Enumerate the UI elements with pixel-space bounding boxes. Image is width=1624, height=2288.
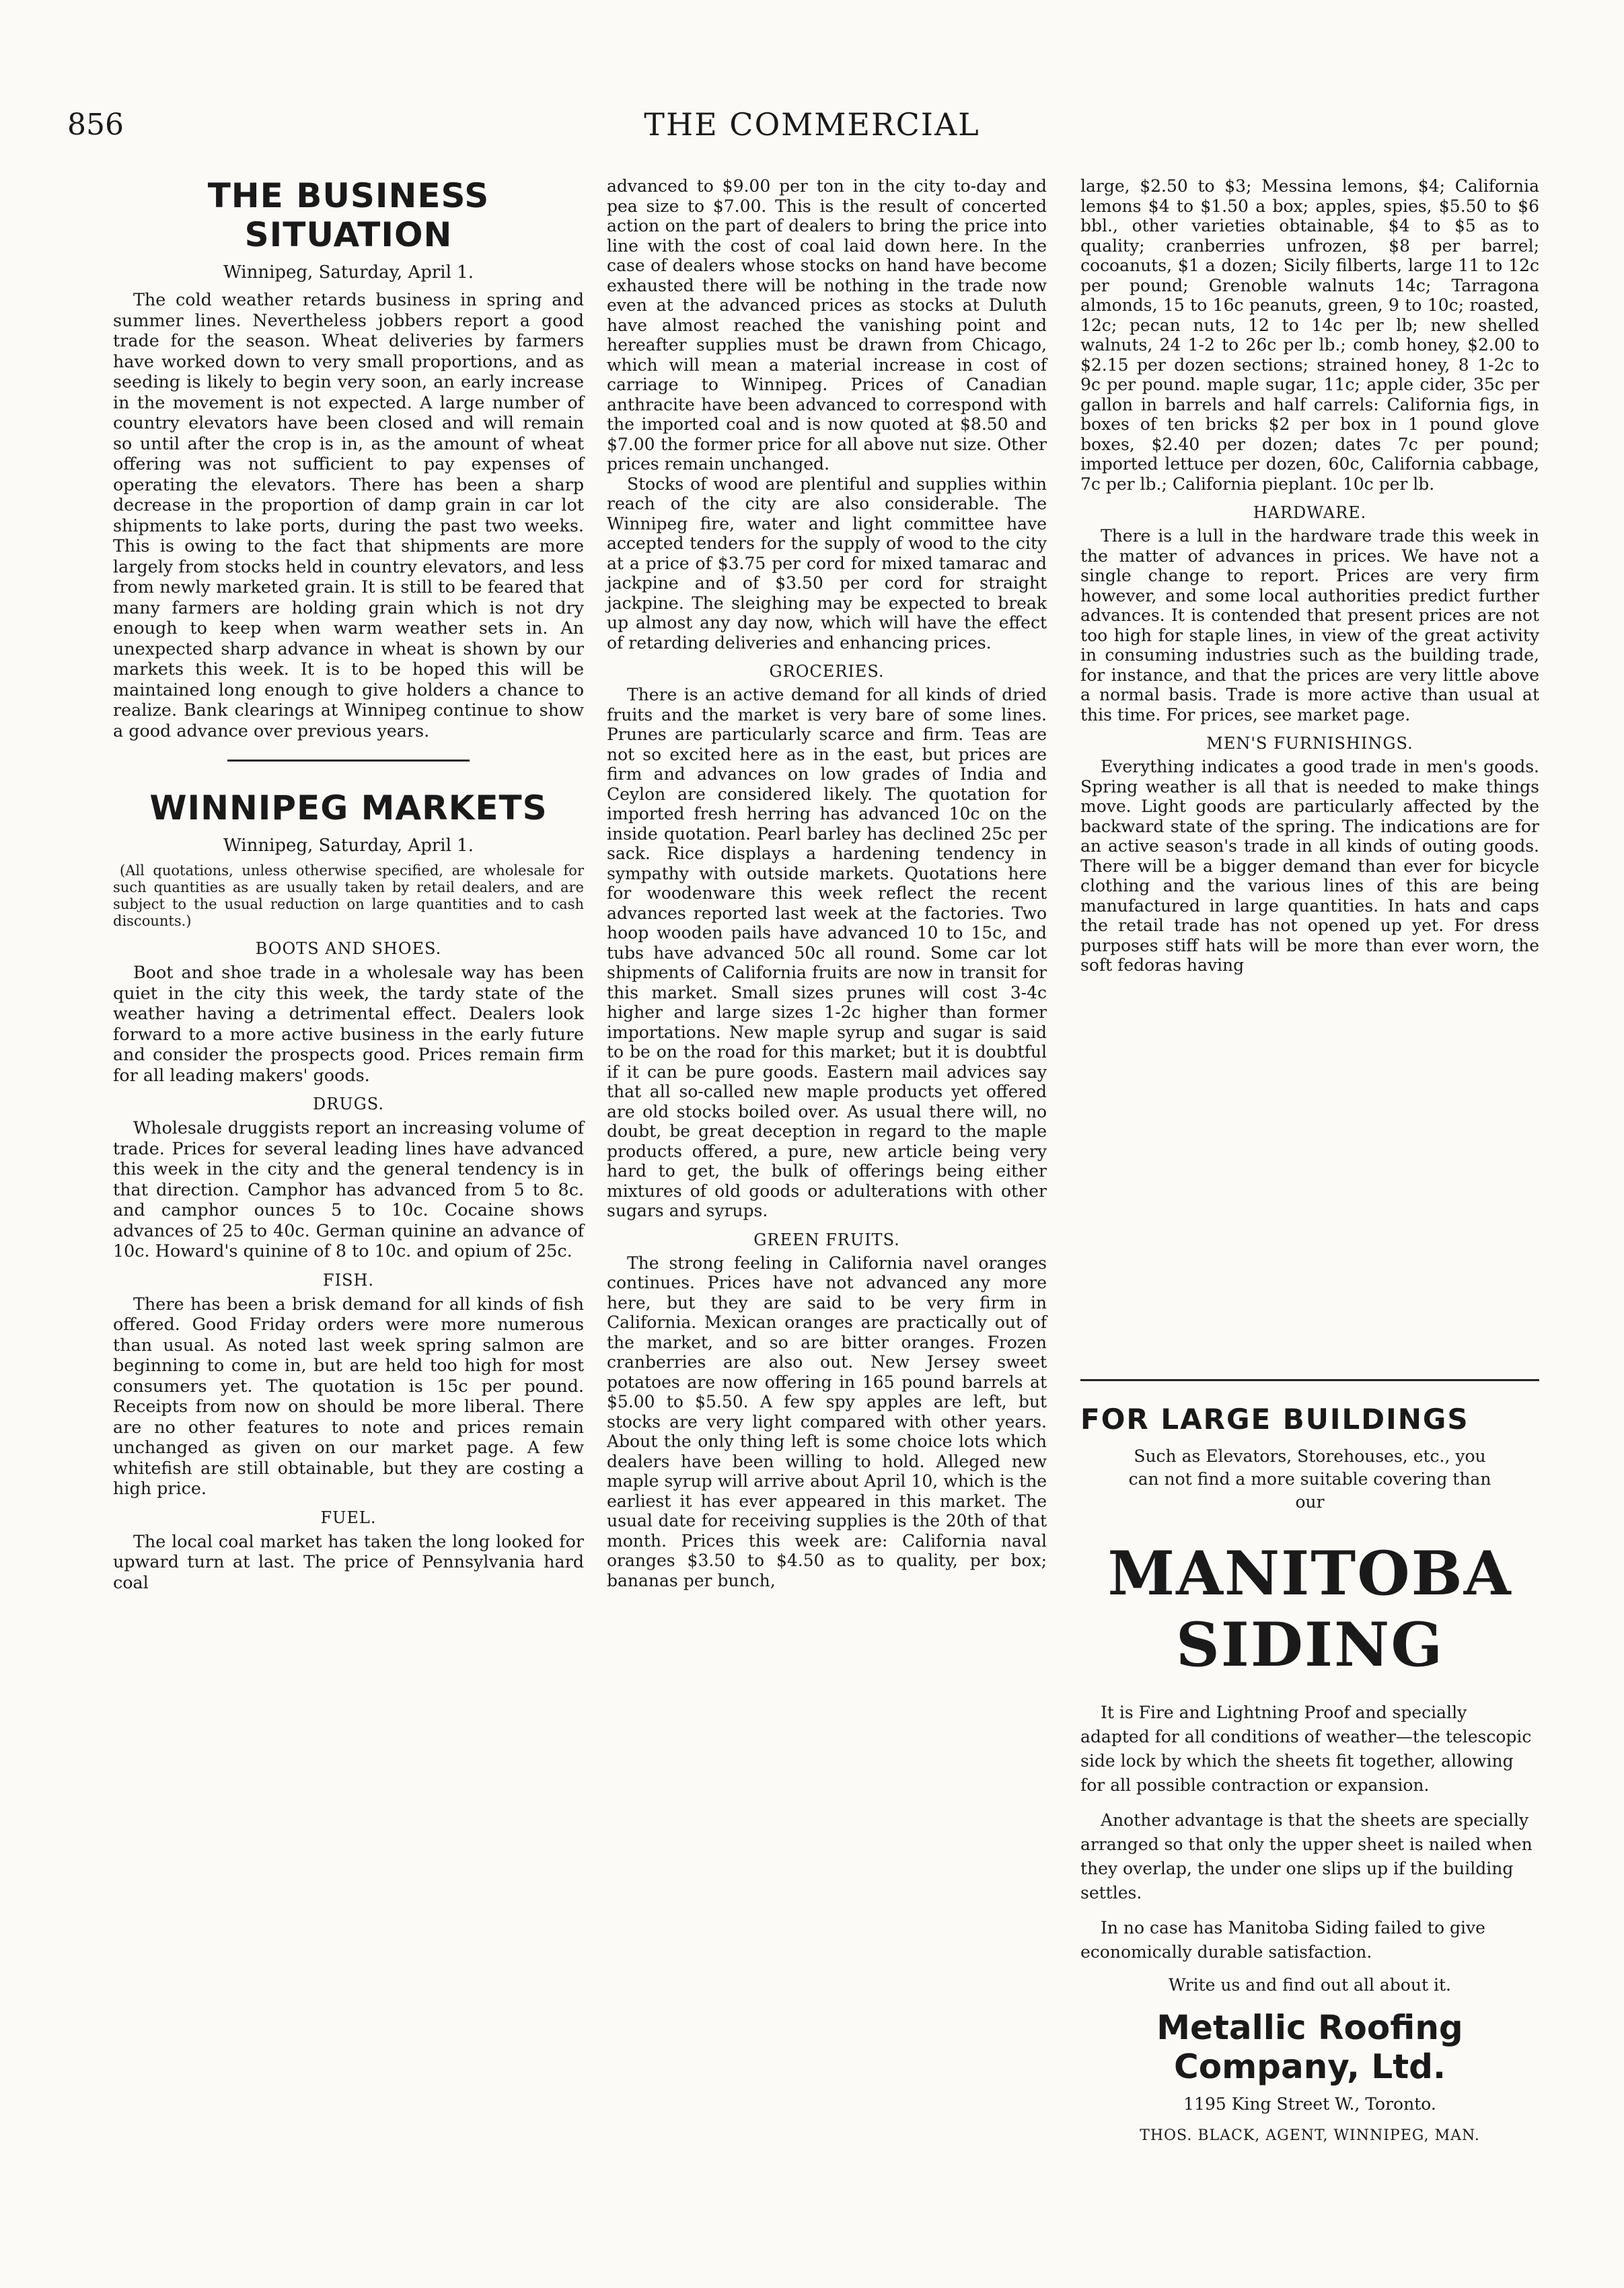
boots-shoes-heading: BOOTS AND SHOES. — [255, 939, 442, 958]
page-number: 856 — [67, 108, 124, 142]
green-fruits-continued: large, $2.50 to $3; Messina lemons, $4; California lemons $4 to $1.50 a box; apples, spies, $5.50 to $6 bbl., other varieties obtainable, $4 to $5 as to quality; cranberries unfrozen, $8 per barrel; cocoanuts, $1 a dozen; Sicily filberts, large 11 to 12c per pound; Grenoble walnuts 14c; Tarragona almonds, 15 to 16c peanuts, green, 9 to 10c; roasted, 12c; pecan nuts, 12 to 14c per lb; new shelled walnuts, 24 1-2 to 26c per lb.; comb honey, $2.00 to $2.15 per dozen sections; strained honey, 8 1-2c to 9c per pound. maple sugar, 11c; apple cider, 35c per gallon in barrels and half carrels: California figs, in boxes of ten bricks $2 per box in 1 pound glove boxes, $2.40 per dozen; dates 7c per pound; imported lettuce per dozen, 60c, California cabbage, 7c per lb.; California pieplant. 10c per lb. — [1080, 176, 1539, 494]
fuel-continued: advanced to $9.00 per ton in the city to-day and pea size to $7.00. This is the result of concerted action on the part of dealers to bring the price into line with the cost of coal laid down here. In the case of dealers whose stocks on hand have become exhausted there will be nothing in the trade now even at the advanced prices as stocks at Duluth have almost reached the vanishing point and hereafter supplies must be drawn from Chicago, which will mean a material increase in cost of carriage to Winnipeg. Prices of Canadian anthracite have been advanced to correspond with the imported coal and is now quoted at $8.50 and $7.00 the former price for all above nut size. Other prices remain unchanged. — [607, 176, 1047, 474]
ad-address: 1195 King Street W., Toronto. — [1183, 2094, 1436, 2114]
boots-shoes-body: Boot and shoe trade in a wholesale way has been quiet in the city this week, the tardy state of the weather having a detrimental effect. Dealers look forward to a more active business in the early future and consider the prospects good. Prices remain firm for all leading makers' goods. — [113, 962, 584, 1085]
manitoba-siding-advertisement — [1080, 1403, 1539, 2144]
groceries-body: There is an active demand for all kinds of dried fruits and the market is very bare of some lines. Prunes are particularly scarce and firm. Teas are not so excited here as in the east, but prices are firm and advances on low grades of India and Ceylon are considered likely. The quotation for imported fresh herring has advanced 10c on the inside quotation. Pearl barley has declined 25c per sack. Rice displays a hardening tendency in sympathy with outside markets. Quotations here for woodenware this week reflect the recent advances reported last week at the factories. Two hoop wooden pails have advanced 10 to 15c, and tubs have advanced 50c all round. Some car lot shipments of California fruits are now in transit for this market. Small sizes prunes will cost 3-4c higher and large sizes 1-2c higher than former importations. New maple syrup and sugar is said to be on the road for this market; but it is doubtful if it can be pure goods. Eastern mail advices say that all so-called new maple products yet offered are old stocks boiled over. As usual there will, no doubt, be great deception in regard to the maple products offered, a pure, new article being very hard to get, the bulk of offerings being either mixtures of old goods or adulterations with other sugars and syrups. — [607, 685, 1047, 1220]
ad-headline: FOR LARGE BUILDINGS — [1080, 1403, 1469, 1436]
ad-brand-name: MANITOBA SIDING — [1107, 1538, 1512, 1681]
quotations-note: (All quotations, unless otherwise specified, are wholesale for such quantities as are usually taken by retail dealers, and are subject to the usual reduction on large quantities and to cash discounts.) — [113, 862, 584, 929]
fuel-heading: FUEL. — [320, 1508, 377, 1527]
green-fruits-heading: GREEN FRUITS. — [753, 1230, 900, 1249]
winnipeg-markets-title: WINNIPEG MARKETS — [149, 788, 548, 827]
ad-agent: THOS. BLACK, AGENT, WINNIPEG, MAN. — [1140, 2127, 1480, 2144]
ad-paragraph-2: Another advantage is that the sheets are specially arranged so that only the upper sheet is nailed when they overlap, the under one slips up if the building settles. — [1080, 1810, 1533, 1903]
fuel-body: The local coal market has taken the long looked for upward turn at last. The price of Pennsylvania hard coal — [113, 1530, 584, 1592]
column-2 — [607, 176, 1047, 1590]
ad-company-name: Metallic Roofing Company, Ltd. — [1156, 2008, 1463, 2086]
business-situation-dateline: Winnipeg, Saturday, April 1. — [223, 262, 474, 283]
business-situation-body: The cold weather retards business in spring and summer lines. Nevertheless jobbers report a good trade for the season. Wheat deliveries by farmers have worked down to very small proportions, and as seeding is likely to begin very soon, an early increase in the movement is not expected. A large number of country elevators have been closed and will remain so until after the crop is in, as the amount of wheat offering was not sufficient to pay expenses of operating the elevators. There has been a sharp decrease in the proportion of damp grain in car lot shipments to lake ports, during the past two weeks. This is owing to the fact that shipments are more largely from stocks held in country elevators, and less from newly marketed grain. It is still to be feared that many farmers are holding grain which is not dry enough to keep when warm weather sets in. An unexpected sharp advance in wheat is shown by our markets this week. It is to be hoped this will be maintained long enough to give holders a chance to realize. Bank clearings at Winnipeg continue to show a good advance over previous years. — [113, 289, 584, 741]
groceries-heading: GROCERIES. — [769, 662, 885, 681]
mens-furnishings-heading: MEN'S FURNISHINGS. — [1206, 734, 1413, 753]
running-head: THE COMMERCIAL — [644, 106, 980, 143]
fish-heading: FISH. — [322, 1270, 375, 1290]
business-situation-title: THE BUSINESS SITUATION — [207, 176, 490, 254]
drugs-body: Wholesale druggists report an increasing volume of trade. Prices for several leading lines have advanced this week in the city and the general tendency is in that direction. Camphor has advanced from 5 to 8c. and camphor ounces 5 to 10c. Cocaine shows advances of 25 to 40c. German quinine an advance of 10c. Howard's quinine of 8 to 10c. and opium of 25c. — [113, 1117, 584, 1261]
ad-call-to-action: Write us and find out all about it. — [1169, 1975, 1451, 1995]
fish-body: There has been a brisk demand for all kinds of fish offered. Good Friday orders were more numerous than usual. As noted last week spring salmon are beginning to come in, but are held too high for most consumers yet. The quotation is 15c per pound. Receipts from now on should be more liberal. There are no other features to note and prices remain unchanged as given on our market page. A few whitefish are still obtainable, but they are costing a high price. — [113, 1293, 584, 1498]
column-3 — [1080, 176, 1539, 975]
ad-paragraph-3: In no case has Manitoba Siding failed to give economically durable satisfaction. — [1080, 1918, 1485, 1962]
drugs-heading: DRUGS. — [313, 1095, 384, 1113]
ad-intro: Such as Elevators, Storehouses, etc., you can not find a more suitable covering than our — [1128, 1446, 1491, 1512]
ad-paragraph-1: It is Fire and Lightning Proof and specially adapted for all conditions of weather—the telescopic side lock by which the sheets fit together, allowing for all possible contraction or expansion. — [1080, 1703, 1532, 1795]
column-1 — [113, 176, 584, 1592]
advertisement-rule — [1080, 1379, 1539, 1381]
section-divider — [227, 760, 470, 762]
green-fruits-body: The strong feeling in California navel oranges continues. Prices have not advanced any more here, but they are said to be very firm in California. Mexican oranges are practically out of the market, and so are bitter oranges. Frozen cranberries are also out. New Jersey sweet potatoes are now offering in 165 pound barrels at $5.00 to $5.50. A few spy apples are left, but stocks are very light compared with other years. About the only thing left is some choice lots which dealers have been willing to hold. Alleged new maple syrup will arrive about April 10, which is the earliest it has ever appeared in this market. The usual date for receiving supplies is the 20th of that month. Prices this week are: California naval oranges $3.50 to $4.50 as to quality, per box; bananas per bunch, — [607, 1253, 1047, 1590]
hardware-body: There is a lull in the hardware trade this week in the matter of advances in prices. We have not a single change to report. Prices are very firm however, and some local authorities predict further advances. It is contended that present prices are not too high for staple lines, in view of the great activity in consuming industries such as the building trade, for instance, and that the prices are very little above a normal basis. Trade is more active than usual at this time. For prices, see market page. — [1080, 526, 1539, 725]
wood-body: Stocks of wood are plentiful and supplies within reach of the city are also considerable. The Winnipeg fire, water and light committee have accepted tenders for the supply of wood to the city at a price of $3.75 per cord for mixed tamarac and jackpine and of $3.50 per cord for straight jackpine. The sleighing may be expected to break up almost any day now, which will have the effect of retarding deliveries and enhancing prices. — [607, 474, 1047, 653]
winnipeg-markets-dateline: Winnipeg, Saturday, April 1. — [223, 836, 474, 856]
hardware-heading: HARDWARE. — [1253, 503, 1367, 522]
mens-furnishings-body: Everything indicates a good trade in men's goods. Spring weather is all that is needed to make things move. Light goods are particularly affected by the backward state of the spring. The indications are for an active season's trade in all kinds of outing goods. There will be a bigger demand than ever for bicycle clothing and the various lines of this are being manufactured in large quantities. In hats and caps the retail trade has not opened up yet. For dress purposes stiff hats will be more than ever worn, the soft fedoras having — [1080, 757, 1539, 975]
